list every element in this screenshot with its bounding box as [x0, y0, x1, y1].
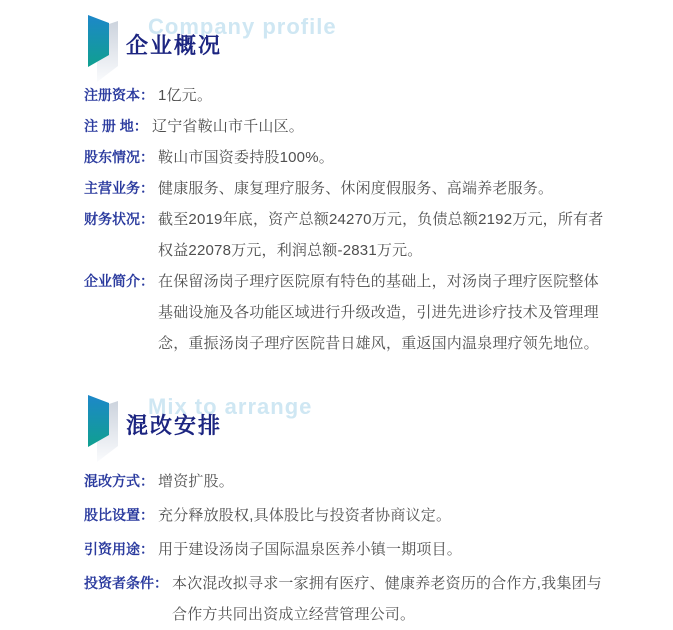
section-title: 混改安排	[126, 413, 223, 438]
field-label: 投资者条件：	[84, 575, 168, 591]
field-value: 增资扩股。	[158, 473, 235, 490]
mix-arrange-fields	[84, 466, 611, 630]
field-value: 本次混改拟寻求一家拥有医疗、健康养老资历的合作方,我集团与合作方共同出资成立经营管理公司。	[172, 575, 602, 623]
field-row-financial-status	[84, 204, 611, 266]
field-row-main-business	[84, 173, 611, 204]
field-label: 股比设置：	[84, 507, 154, 523]
field-row-funding-purpose	[84, 534, 611, 565]
field-row-investor-conditions	[84, 568, 611, 630]
field-row-reform-method	[84, 466, 611, 497]
field-label: 股东情况：	[84, 149, 154, 165]
company-profile-fields	[84, 80, 611, 359]
field-label: 混改方式：	[84, 473, 154, 489]
field-row-registered-capital	[84, 80, 611, 111]
section-watermark: Company profile	[148, 14, 337, 39]
ribbon-parallelogram-icon	[88, 12, 128, 82]
field-value: 1亿元。	[158, 87, 213, 104]
section-title: 企业概况	[126, 33, 223, 58]
section-header-mix-arrange	[88, 392, 673, 458]
field-row-registered-address	[84, 111, 611, 142]
field-value: 鞍山市国资委持股100%。	[158, 149, 334, 166]
field-label: 财务状况：	[84, 211, 154, 227]
field-label: 注册资本：	[84, 87, 154, 103]
field-value: 截至2019年底，资产总额24270万元，负债总额2192万元，所有者权益22078万元，利润总额-2831万元。	[158, 211, 604, 259]
field-value: 辽宁省鞍山市千山区。	[152, 118, 305, 135]
page	[0, 12, 673, 629]
section-header-company-profile	[88, 12, 673, 78]
field-label: 引资用途：	[84, 541, 154, 557]
field-value: 用于建设汤岗子国际温泉医养小镇一期项目。	[158, 541, 463, 558]
field-row-equity-setting	[84, 500, 611, 531]
field-row-company-intro	[84, 266, 611, 359]
field-label: 注 册 地：	[84, 118, 148, 134]
field-value: 健康服务、康复理疗服务、休闲度假服务、高端养老服务。	[158, 180, 554, 197]
field-value: 在保留汤岗子理疗医院原有特色的基础上，对汤岗子理疗医院整体基础设施及各功能区域进行升级改造，引进先进诊疗技术及管理理念，重振汤岗子理疗医院昔日雄风，重返国内温泉理疗领先地位。	[158, 273, 599, 352]
field-label: 主营业务：	[84, 180, 154, 196]
ribbon-parallelogram-icon	[88, 392, 128, 462]
field-row-shareholders	[84, 142, 611, 173]
section-watermark: Mix to arrange	[148, 394, 313, 419]
field-label: 企业简介：	[84, 273, 154, 289]
field-value: 充分释放股权,具体股比与投资者协商议定。	[158, 507, 452, 524]
